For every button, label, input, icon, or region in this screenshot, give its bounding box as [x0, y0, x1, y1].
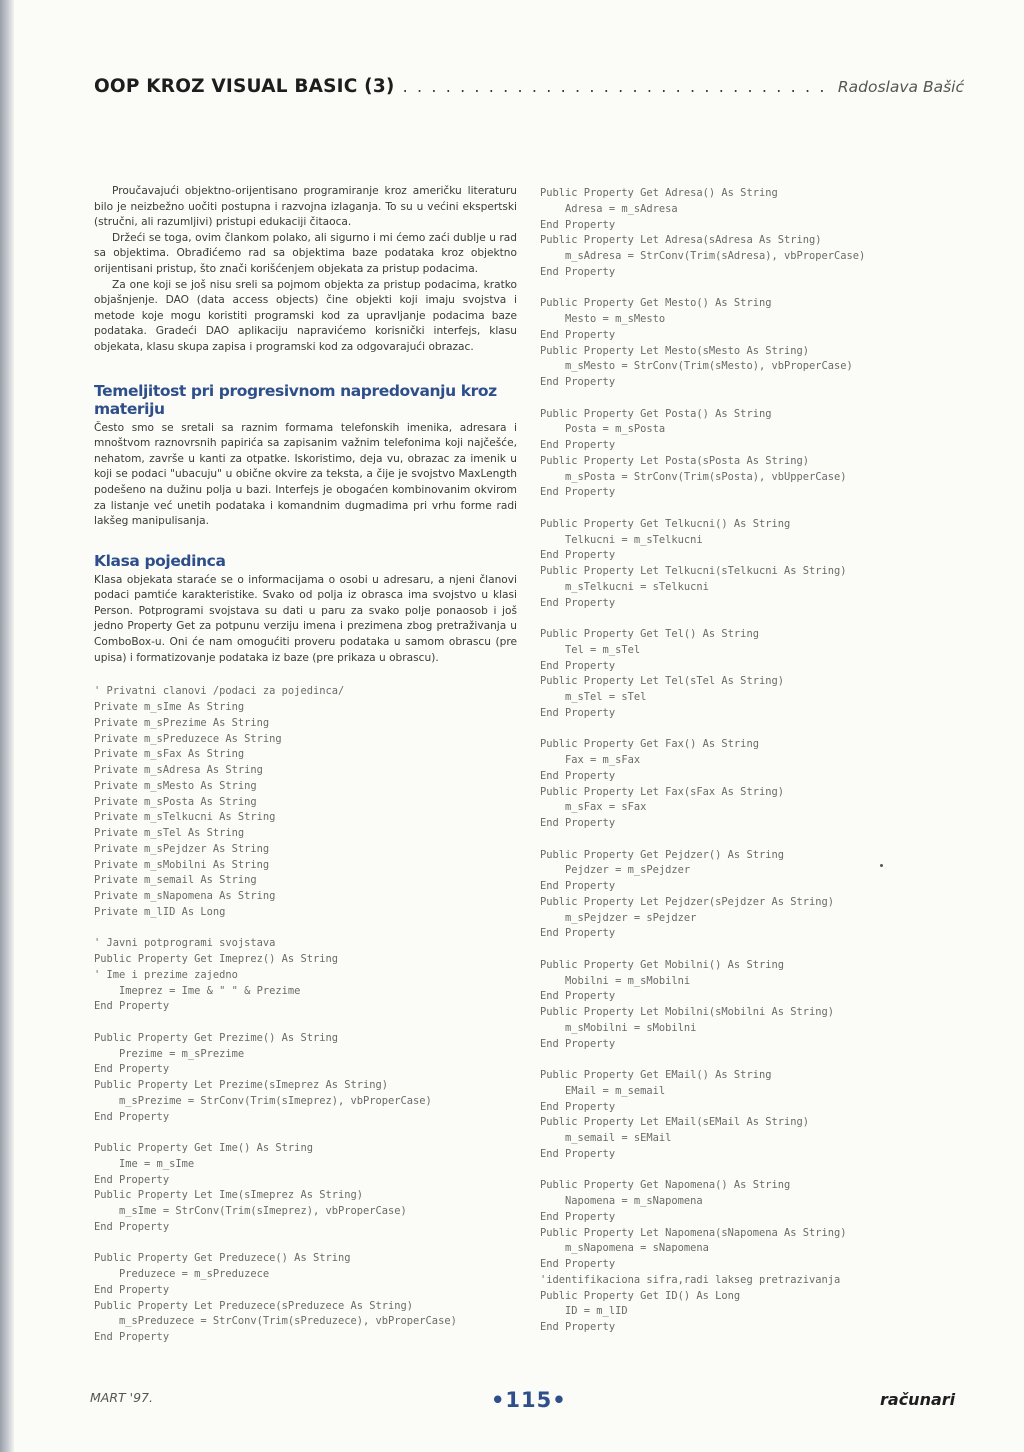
- code-listing-left: ' Privatni clanovi /podaci za pojedinca/ Private m_sIme As String Private m_sPrezime As String Private m_sPreduzece As String Private m_sFax As String Private m_sAdresa As String Private m_sMesto As String Private m_sPosta As String Private m_sTelkucni As String Private m_sTel As String Private m_sPejdzer As String Private m_sMobilni As String Private m_semail As String Private m_sNapomena As String Private m_lID As Long ' Javni potprogrami svojstava Public Property Get Imeprez() As String ' Ime i prezime zajedno Imeprez = Ime & " " & Prezime End Property Public Property Get Prezime() As String Prezime = m_sPrezime End Property Public Property Let Prezime(sImeprez As String) m_sPrezime = StrConv(Trim(sImeprez), vbProperCase) End Property Public Property Get Ime() As String Ime = m_sIme End Property Public Property Let Ime(sImeprez As String) m_sIme = StrConv(Trim(sImeprez), vbProperCase) End Property Public Property Get Preduzece() As String Preduzece = m_sPreduzece End Property Public Property Let Preduzece(sPreduzece As String) m_sPreduzece = StrConv(Trim(sPreduzece), vbProperCase) End Property: [94, 685, 457, 1343]
- left-column: [94, 184, 517, 1346]
- author-name: Radoslava Bašić: [837, 78, 964, 96]
- section-body-klasa-pojedinca: Klasa objekata staraće se o informacijama o osobi u adresaru, a njeni članovi podaci pamtiće karakteristike. Svako od polja iz obrasca ima svojstvo u klasi Person. Potprogrami svojstava su dati u paru za svako polje ponaosob i još jedno Property Get za potpunu verziju imena i prezimena zbog pretraživanja u ComboBox-u. Oni će nam omogućiti proveru podataka u samom obrascu (pre upisa) i formatizovanje podataka iz baze (pre prikaza u obrascu).: [94, 573, 517, 664]
- scan-speck: [880, 864, 883, 867]
- section-heading-klasa-pojedinca: Klasa pojedinca: [94, 551, 226, 570]
- leader-dots: [403, 77, 830, 96]
- running-header: [94, 76, 964, 102]
- magazine-logo: računari: [880, 1390, 956, 1409]
- code-listing-right: Public Property Get Adresa() As String Adresa = m_sAdresa End Property Public Property Let Adresa(sAdresa As String) m_sAdresa = StrConv(Trim(sAdresa), vbProperCase) End Property Public Property Get Mesto() As String Mesto = m_sMesto End Property Public Property Let Mesto(sMesto As String) m_sMesto = StrConv(Trim(sMesto), vbProperCase) End Property Public Property Get Posta() As String Posta = m_sPosta End Property Public Property Let Posta(sPosta As String) m_sPosta = StrConv(Trim(sPosta), vbUpperCase) End Property Public Property Get Telkucni() As String Telkucni = m_sTelkucni End Property Public Property Let Telkucni(sTelkucni As String) m_sTelkucni = sTelkucni End Property Public Property Get Tel() As String Tel = m_sTel End Property Public Property Let Tel(sTel As String) m_sTel = sTel End Property Public Property Get Fax() As String Fax = m_sFax End Property Public Property Let Fax(sFax As String) m_sFax = sFax End Property Public Property Get Pejdzer() As String Pejdzer = m_sPejdzer End Property Public Property Let Pejdzer(sPejdzer As String) m_sPejdzer = sPejdzer End Property Public Property Get Mobilni() As String Mobilni = m_sMobilni End Property Public Property Let Mobilni(sMobilni As String) m_sMobilni = sMobilni End Property Public Property Get EMail() As String EMail = m_semail End Property Public Property Let EMail(sEMail As String) m_semail = sEMail End Property Public Property Get Napomena() As String Napomena = m_sNapomena End Property Public Property Let Napomena(sNapomena As String) m_sNapomena = sNapomena End Property 'identifikaciona sifra,radi lakseg pretrazivanja Public Property Get ID() As Long ID = m_lID End Property: [540, 187, 866, 1333]
- right-column: [540, 186, 980, 1336]
- section-heading-temeljitost: Temeljitost pri progresivnom napredovanju kroz materiju: [94, 381, 497, 418]
- page-number: •115•: [491, 1388, 567, 1412]
- intro-paragraph-2: Držeći se toga, ovim člankom polako, ali sigurno i mi ćemo zaći dublje u rad sa objektima. Obrađićemo rad sa objektima baze podataka kroz objektno orijentisani pristup, što znači korišćenjem objekata za pristup podacima.: [94, 231, 517, 275]
- intro-paragraph-3: Za one koji se još nisu sreli sa pojmom objekta za pristup podacima, kratko objašnjenje. DAO (data access objects) čine objekti koji imaju svojstva i metode koje mogu koristiti programski kod za upravljanje podacima baze podataka. Gradeći DAO aplikaciju napravićemo korisnički interfejs, klasu objekata, klasu skupa zapisa i programski kod za odgovarajući obrazac.: [94, 278, 517, 353]
- section-body-temeljitost: Često smo se sretali sa raznim formama telefonskih imenika, adresara i mnoštvom raznovrsnih papirića sa zapisanim važnim telefonima koji najčešće, nehatom, završe u kanti za otpatke. Iskoristimo, deja vu, obrazac za imenik u koji se podaci "ubacuju" u obične okvire za teksta, a čije je svojstvo MaxLength podešeno na dužinu polja u bazi. Interfejs je obogaćen kombinovanim okvirom za listanje već unetih podataka i komandnim dugmadima pri vrhu forme radi lakšeg manipulisanja.: [94, 421, 517, 528]
- scan-binding-edge: [0, 0, 14, 1452]
- intro-paragraph-1: Proučavajući objektno-orijentisano programiranje kroz američku literaturu bilo je neizbežno uočiti postupna i razvojna izlaganja. To su u većini ekspertski (stručni, ali razumljivi) pristupi edukaciji čitaoca.: [94, 185, 517, 229]
- issue-date: MART '97.: [90, 1390, 153, 1405]
- article-series-title: OOP KROZ VISUAL BASIC (3): [94, 76, 395, 97]
